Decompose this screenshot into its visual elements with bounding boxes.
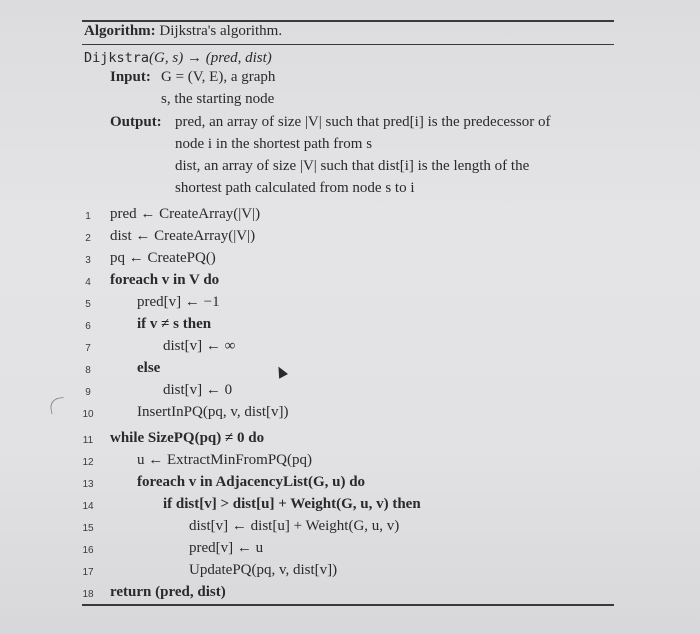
line-number: 4	[85, 277, 91, 288]
code-line: InsertInPQ(pq, v, dist[v])	[137, 404, 289, 420]
code-line: else	[137, 360, 161, 376]
input-line-2: s, the starting node	[161, 91, 275, 107]
bottom-rule	[82, 604, 614, 606]
output-line-3: dist, an array of size |V| such that dist[i] is the length of the	[175, 158, 530, 174]
code-line: pred[v] ← −1	[137, 294, 220, 310]
line-number: 10	[82, 409, 94, 420]
line-number: 1	[85, 211, 91, 222]
line-number: 8	[85, 365, 91, 376]
line-number: 16	[82, 545, 94, 556]
code-line: dist ← CreateArray(|V|)	[110, 228, 256, 244]
line-number: 18	[82, 589, 94, 600]
code-line: pred ← CreateArray(|V|)	[110, 206, 261, 222]
code-line: if dist[v] > dist[u] + Weight(G, u, v) then	[163, 496, 421, 512]
line-number: 15	[82, 523, 94, 534]
title-rule	[82, 44, 614, 45]
algorithm-title	[84, 23, 282, 40]
output-line-4: shortest path calculated from node s to i	[175, 180, 415, 196]
mouse-pointer-icon	[274, 364, 288, 378]
code-line: u ← ExtractMinFromPQ(pq)	[137, 452, 312, 468]
code-line: foreach v in V do	[110, 272, 220, 288]
line-number: 2	[85, 233, 91, 244]
code-line: dist[v] ← dist[u] + Weight(G, u, v)	[189, 518, 400, 534]
code-line: if v ≠ s then	[137, 316, 212, 332]
line-number: 3	[85, 255, 91, 266]
signature-return: (pred, dist)	[205, 50, 272, 66]
code-line: return (pred, dist)	[110, 584, 226, 600]
line-number: 13	[82, 479, 94, 490]
code-line: pq ← CreatePQ()	[110, 250, 216, 266]
signature	[84, 50, 272, 67]
code-line: UpdatePQ(pq, v, dist[v])	[189, 562, 338, 578]
code-line: dist[v] ← 0	[163, 382, 233, 398]
line-number: 5	[85, 299, 91, 310]
code-line: foreach v in AdjacencyList(G, u) do	[137, 474, 366, 490]
signature-args: (G, s)	[149, 50, 184, 66]
line-number: 6	[85, 321, 91, 332]
title-name: Dijkstra's algorithm.	[159, 23, 283, 39]
line-number: 7	[85, 343, 91, 354]
output-line-2: node i in the shortest path from s	[175, 136, 373, 152]
input-label: Input:	[110, 69, 151, 85]
pencil-mark-icon	[49, 397, 66, 414]
line-number: 9	[85, 387, 91, 398]
code-line: while SizePQ(pq) ≠ 0 do	[110, 430, 265, 446]
top-rule	[82, 20, 614, 22]
code-line: dist[v] ← ∞	[163, 338, 236, 354]
line-number: 11	[82, 435, 94, 446]
line-number: 17	[82, 567, 94, 578]
code-line: pred[v] ← u	[189, 540, 264, 556]
input-line-1: G = (V, E), a graph	[161, 69, 276, 85]
signature-fn: Dijkstra	[84, 50, 150, 66]
output-line-1: pred, an array of size |V| such that pred[i] is the predecessor of	[175, 114, 551, 130]
signature-arrow: →	[186, 50, 202, 66]
line-number: 14	[82, 501, 94, 512]
output-label: Output:	[110, 114, 162, 130]
line-number: 12	[82, 457, 94, 468]
title-label: Algorithm:	[84, 23, 156, 39]
